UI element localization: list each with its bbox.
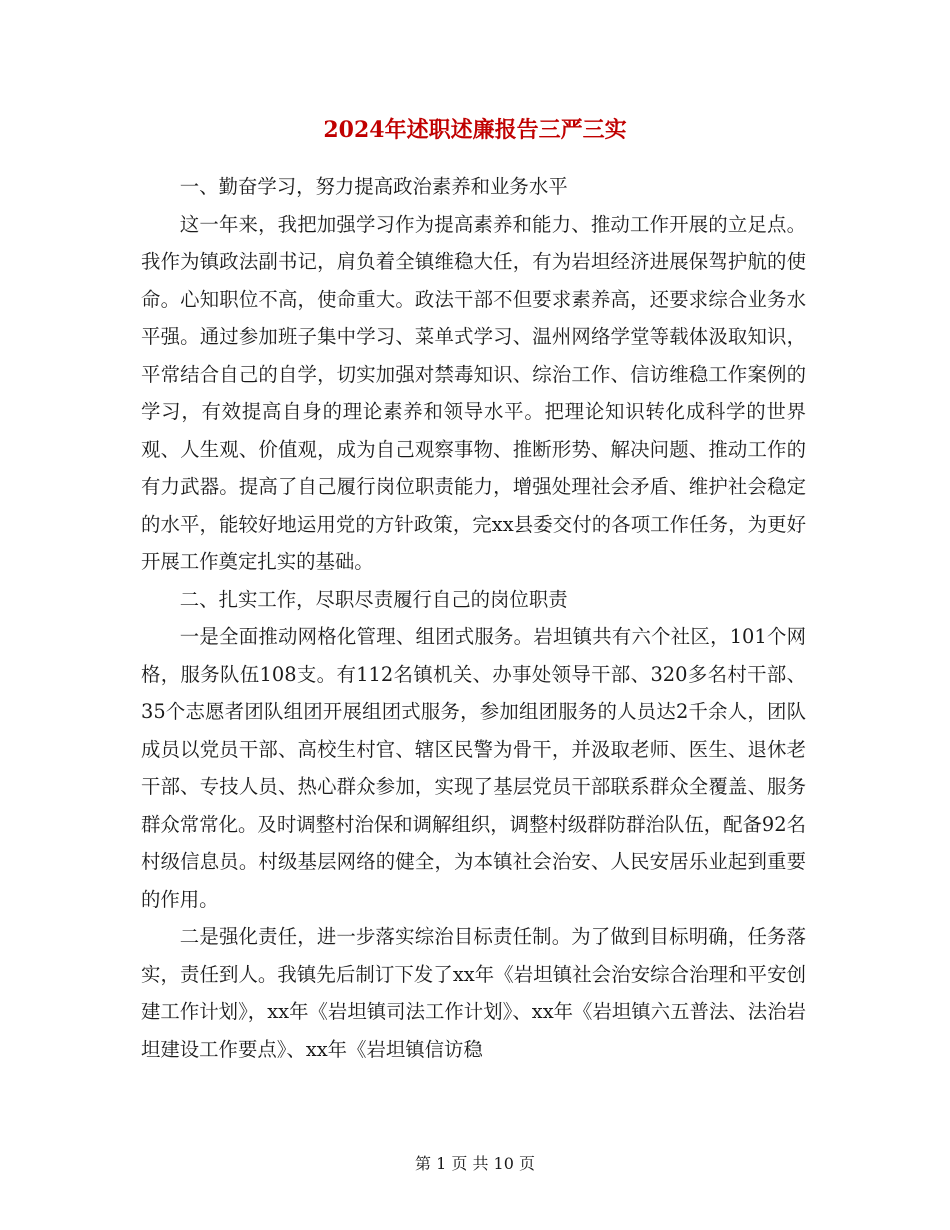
document-body [141,168,806,1068]
section-heading-2: 二、扎实工作，尽职尽责履行自己的岗位职责 [179,587,568,611]
paragraph-grid-management: 一是全面推动网格化管理、组团式服务。岩坦镇共有六个社区，101个网格，服务队伍108支。有112名镇机关、办事处领导干部、320多名村干部、35个志愿者团队组团开展组团式服务，参加组团服务的人员达2千余人，团队成员以党员干部、高校生村官、辖区民警为骨干，并汲取老师、医生、退休老干部、专技人员、热心群众参加，实现了基层党员干部联系群众全覆盖、服务群众常常化。及时调整村治保和调解组织，调整村级群防群治队伍，配备92名村级信息员。村级基层网络的健全，为本镇社会治安、人民安居乐业起到重要的作用。 [141,625,806,911]
page-footer: 第 1 页 共 10 页 [415,1154,535,1173]
paragraph-study: 这一年来，我把加强学习作为提高素养和能力、推动工作开展的立足点。我作为镇政法副书记，肩负着全镇维稳大任，有为岩坦经济进展保驾护航的使命。心知职位不高，使命重大。政法干部不但要求素养高，还要求综合业务水平强。通过参加班子集中学习、菜单式学习、温州网络学堂等载体汲取知识，平常结合自己的自学，切实加强对禁毒知识、综治工作、信访维稳工作案例的学习，有效提高自身的理论素养和领导水平。把理论知识转化成科学的世界观、人生观、价值观，成为自己观察事物、推断形势、解决问题、推动工作的有力武器。提高了自己履行岗位职责能力，增强处理社会矛盾、维护社会稳定的水平，能较好地运用党的方针政策，完xx县委交付的各项工作任务，为更好开展工作奠定扎实的基础。 [141,212,806,573]
document-title: 2024年述职述廉报告三严三实 [323,117,627,143]
section-heading-1: 一、勤奋学习，努力提高政治素养和业务水平 [179,175,568,198]
paragraph-responsibility: 二是强化责任，进一步落实综治目标责任制。为了做到目标明确，任务落实，责任到人。我镇先后制订下发了xx年《岩坦镇社会治安综合治理和平安创建工作计划》，xx年《岩坦镇司法工作计划》、xx年《岩坦镇六五普法、法治岩坦建设工作要点》、xx年《岩坦镇信访稳 [141,925,806,1061]
